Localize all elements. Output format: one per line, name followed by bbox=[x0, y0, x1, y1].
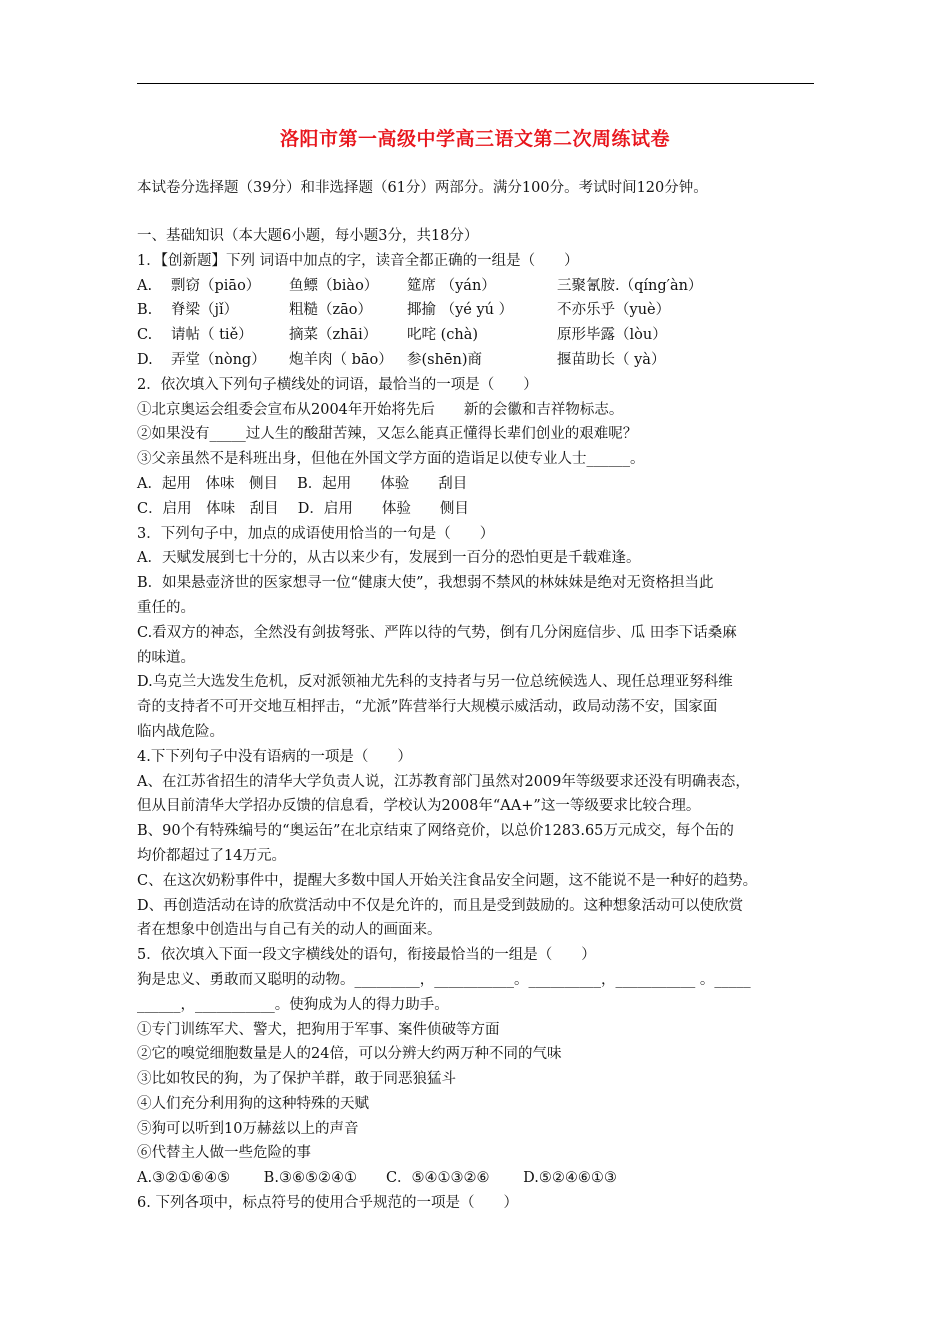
option-word: 叱咤 (chà) bbox=[407, 327, 479, 344]
question-4-option-b: B、90个有特殊编号的“奥运缶”在北京结束了网络竞价，以总价1283.65万元成交，每个缶的 bbox=[137, 823, 734, 840]
question-3-option-a: A．天赋发展到七十分的，从古以来少有，发展到一百分的恐怕更是千载难逢。 bbox=[137, 550, 641, 567]
question-4-option-c: C、在这次奶粉事件中，提醒大多数中国人开始关注食品安全问题，这不能说不是一种好的趋势。 bbox=[137, 872, 758, 889]
option-word: 揶揄 （yé yú ） bbox=[407, 302, 514, 319]
header-rule bbox=[137, 83, 814, 84]
option-letter: C. bbox=[137, 327, 153, 344]
option-word: 摘菜（zhāi） bbox=[289, 327, 378, 344]
question-5-item-2: ②它的嗅觉细胞数量是人的24倍，可以分辨大约两万种不同的气味 bbox=[137, 1046, 562, 1063]
question-1-option-b bbox=[137, 298, 817, 323]
question-3-option-d: D.乌克兰大选发生危机，反对派领袖尤先科的支持者与另一位总统候选人、现任总理亚努科维 bbox=[137, 674, 733, 691]
question-3-stem: 3．下列句子中，加点的成语使用恰当的一句是（ ） bbox=[137, 525, 495, 542]
question-5-options: A.③②①⑥④⑤ B.③⑥⑤②④① C．⑤④①③②⑥ D.⑤②④⑥①③ bbox=[137, 1170, 617, 1187]
option-word: 三聚氰胺.（qíng′àn） bbox=[557, 277, 703, 294]
question-2-options-cd: C．启用 体味 刮目 D．启用 体验 侧目 bbox=[137, 500, 469, 517]
option-word: 粗糙（zāo） bbox=[289, 302, 373, 319]
question-4-stem: 4.下下列句子中没有语病的一项是（ ） bbox=[137, 748, 412, 765]
question-3-option-b-cont: 重任的。 bbox=[137, 599, 195, 616]
question-3-option-d-cont: 临内战危险。 bbox=[137, 723, 224, 740]
question-1-option-a bbox=[137, 274, 817, 299]
question-6-stem: 6. 下列各项中，标点符号的使用合乎规范的一项是（ ） bbox=[137, 1195, 518, 1212]
question-2-options-ab: A．起用 体味 侧目 B．起用 体验 刮目 bbox=[137, 475, 468, 492]
question-5-stem: 5．依次填入下面一段文字横线处的语句，衔接最恰当的一组是（ ） bbox=[137, 947, 596, 964]
option-word: 参(shēn)商 bbox=[407, 351, 483, 368]
option-letter: A. bbox=[137, 277, 153, 294]
section-heading: 一、基础知识（本大题6小题，每小题3分，共18分） bbox=[137, 228, 479, 244]
question-5-passage-cont: ______，___________。使狗成为人的得力助手。 bbox=[137, 996, 449, 1013]
option-word: 原形毕露（lòu） bbox=[557, 327, 667, 344]
exam-intro: 本试卷分选择题（39分）和非选择题（61分）两部分。满分100分。考试时间120分钟。 bbox=[137, 180, 708, 196]
question-5-passage: 狗是忠义、勇敢而又聪明的动物。_________，___________。__________，___________ 。_____ bbox=[137, 971, 751, 988]
question-4-option-d-cont: 者在想象中创造出与自己有关的动人的画面来。 bbox=[137, 922, 442, 939]
question-5-item-6: ⑥代替主人做一些危险的事 bbox=[137, 1145, 311, 1162]
option-letter: B. bbox=[137, 302, 153, 319]
question-3-option-c-cont: 的味道。 bbox=[137, 649, 195, 666]
option-word: 脊梁（jǐ） bbox=[171, 302, 239, 319]
question-1-option-d bbox=[137, 348, 817, 373]
question-1-stem: 1．【创新题】下列 词语中加点的字，读音全都正确的一组是（ ） bbox=[137, 252, 579, 269]
exam-body bbox=[137, 224, 817, 1216]
question-5-item-3: ③比如牧民的狗，为了保护羊群，敢于同恶狼猛斗 bbox=[137, 1071, 456, 1088]
question-3-option-d-cont: 奇的支持者不可开交地互相抨击，“尤派”阵营举行大规模示威活动，政局动荡不安，国家面 bbox=[137, 699, 718, 716]
question-4-option-b-cont: 均价都超过了14万元。 bbox=[137, 847, 286, 864]
option-word: 弄堂（nòng） bbox=[171, 351, 266, 368]
option-word: 不亦乐乎（yuè） bbox=[557, 302, 671, 319]
question-5-item-5: ⑤狗可以听到10万赫兹以上的声音 bbox=[137, 1120, 359, 1137]
question-5-item-1: ①专门训练军犬、警犬，把狗用于军事、案件侦破等方面 bbox=[137, 1021, 500, 1038]
option-word: 鱼鳔（biào） bbox=[289, 277, 379, 294]
question-2-sentence-2: ②如果没有_____过人生的酸甜苦辣，又怎么能真正懂得长辈们创业的艰难呢？ bbox=[137, 426, 638, 443]
question-4-option-a-cont: 但从目前清华大学招办反馈的信息看，学校认为2008年“AA+”这一等级要求比较合理。 bbox=[137, 798, 701, 815]
question-3-option-c: C.看双方的神态，全然没有剑拔弩张、严阵以待的气势，倒有几分闲庭信步、瓜 田李下话桑麻 bbox=[137, 624, 737, 641]
question-5-item-4: ④人们充分利用狗的这种特殊的天赋 bbox=[137, 1095, 369, 1112]
question-2-sentence-3: ③父亲虽然不是科班出身，但他在外国文学方面的造诣足以使专业人士______。 bbox=[137, 451, 645, 468]
question-3-option-b: B．如果悬壶济世的医家想寻一位“健康大使”，我想弱不禁风的林妹妹是绝对无资格担当此 bbox=[137, 575, 714, 592]
option-word: 剽窃（piāo） bbox=[171, 277, 261, 294]
page-title: 洛阳市第一高级中学高三语文第二次周练试卷 bbox=[279, 128, 670, 150]
question-2-stem: 2．依次填入下列句子横线处的词语，最恰当的一项是（ ） bbox=[137, 376, 538, 393]
question-2-sentence-1: ①北京奥运会组委会宣布从2004年开始将先后 新的会徽和吉祥物标志。 bbox=[137, 401, 624, 418]
question-1-option-c bbox=[137, 323, 817, 348]
option-word: 筵席 （yán） bbox=[407, 277, 496, 294]
option-word: 炮羊肉（ bāo） bbox=[289, 351, 393, 368]
option-word: 揠苗助长（ yà） bbox=[557, 351, 666, 368]
option-letter: D. bbox=[137, 351, 153, 368]
option-word: 请帖（ tiě） bbox=[171, 327, 253, 344]
question-4-option-a: A、在江苏省招生的清华大学负责人说，江苏教育部门虽然对2009年等级要求还没有明确表态， bbox=[137, 773, 750, 790]
question-4-option-d: D、再创造活动在诗的欣赏活动中不仅是允许的，而且是受到鼓励的。这种想象活动可以使欣赏 bbox=[137, 897, 744, 914]
